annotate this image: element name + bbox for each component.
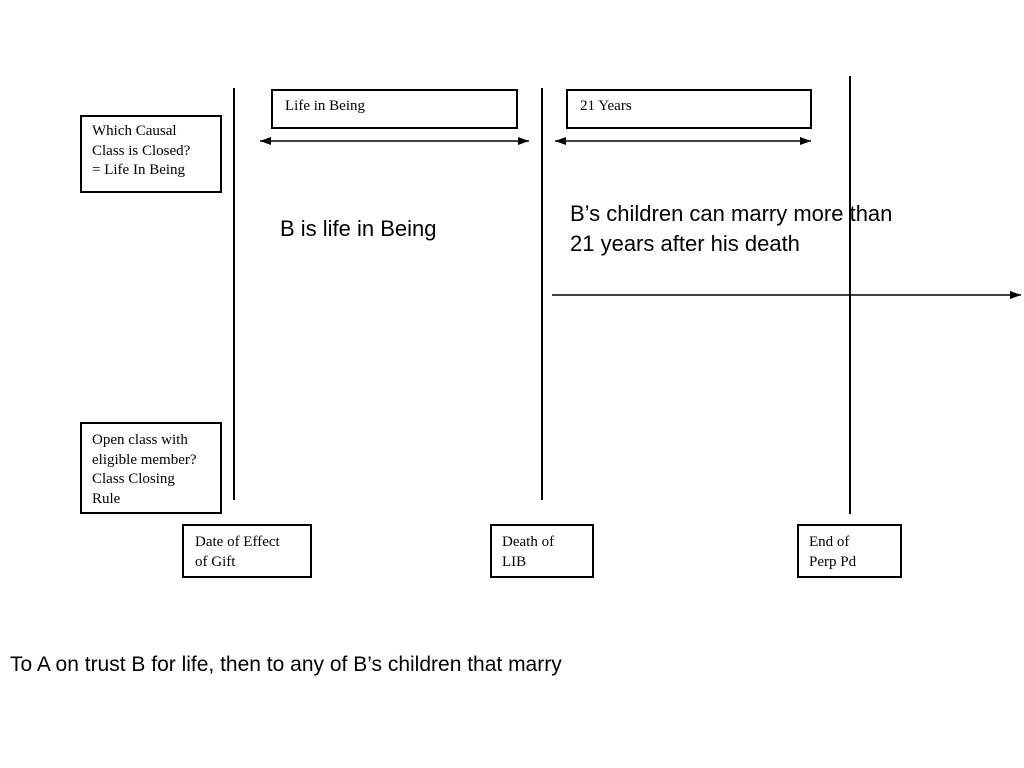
date-of-effect-box: Date of Effect of Gift [182,524,312,578]
scenario-caption: To A on trust B for life, then to any of B’s children that marry [10,653,562,676]
b-is-life-in-being-label: B is life in Being [280,216,437,241]
children-marry-label: B’s children can marry more than 21 years after his death [570,201,893,256]
end-of-perp-box: End of Perp Pd [797,524,902,578]
twenty-one-years-box: 21 Years [566,89,812,129]
which-causal-class-box: Which Causal Class is Closed? = Life In Being [80,115,222,193]
open-class-box: Open class with eligible member? Class Closing Rule [80,422,222,514]
life-in-being-box: Life in Being [271,89,518,129]
death-of-lib-box: Death of LIB [490,524,594,578]
